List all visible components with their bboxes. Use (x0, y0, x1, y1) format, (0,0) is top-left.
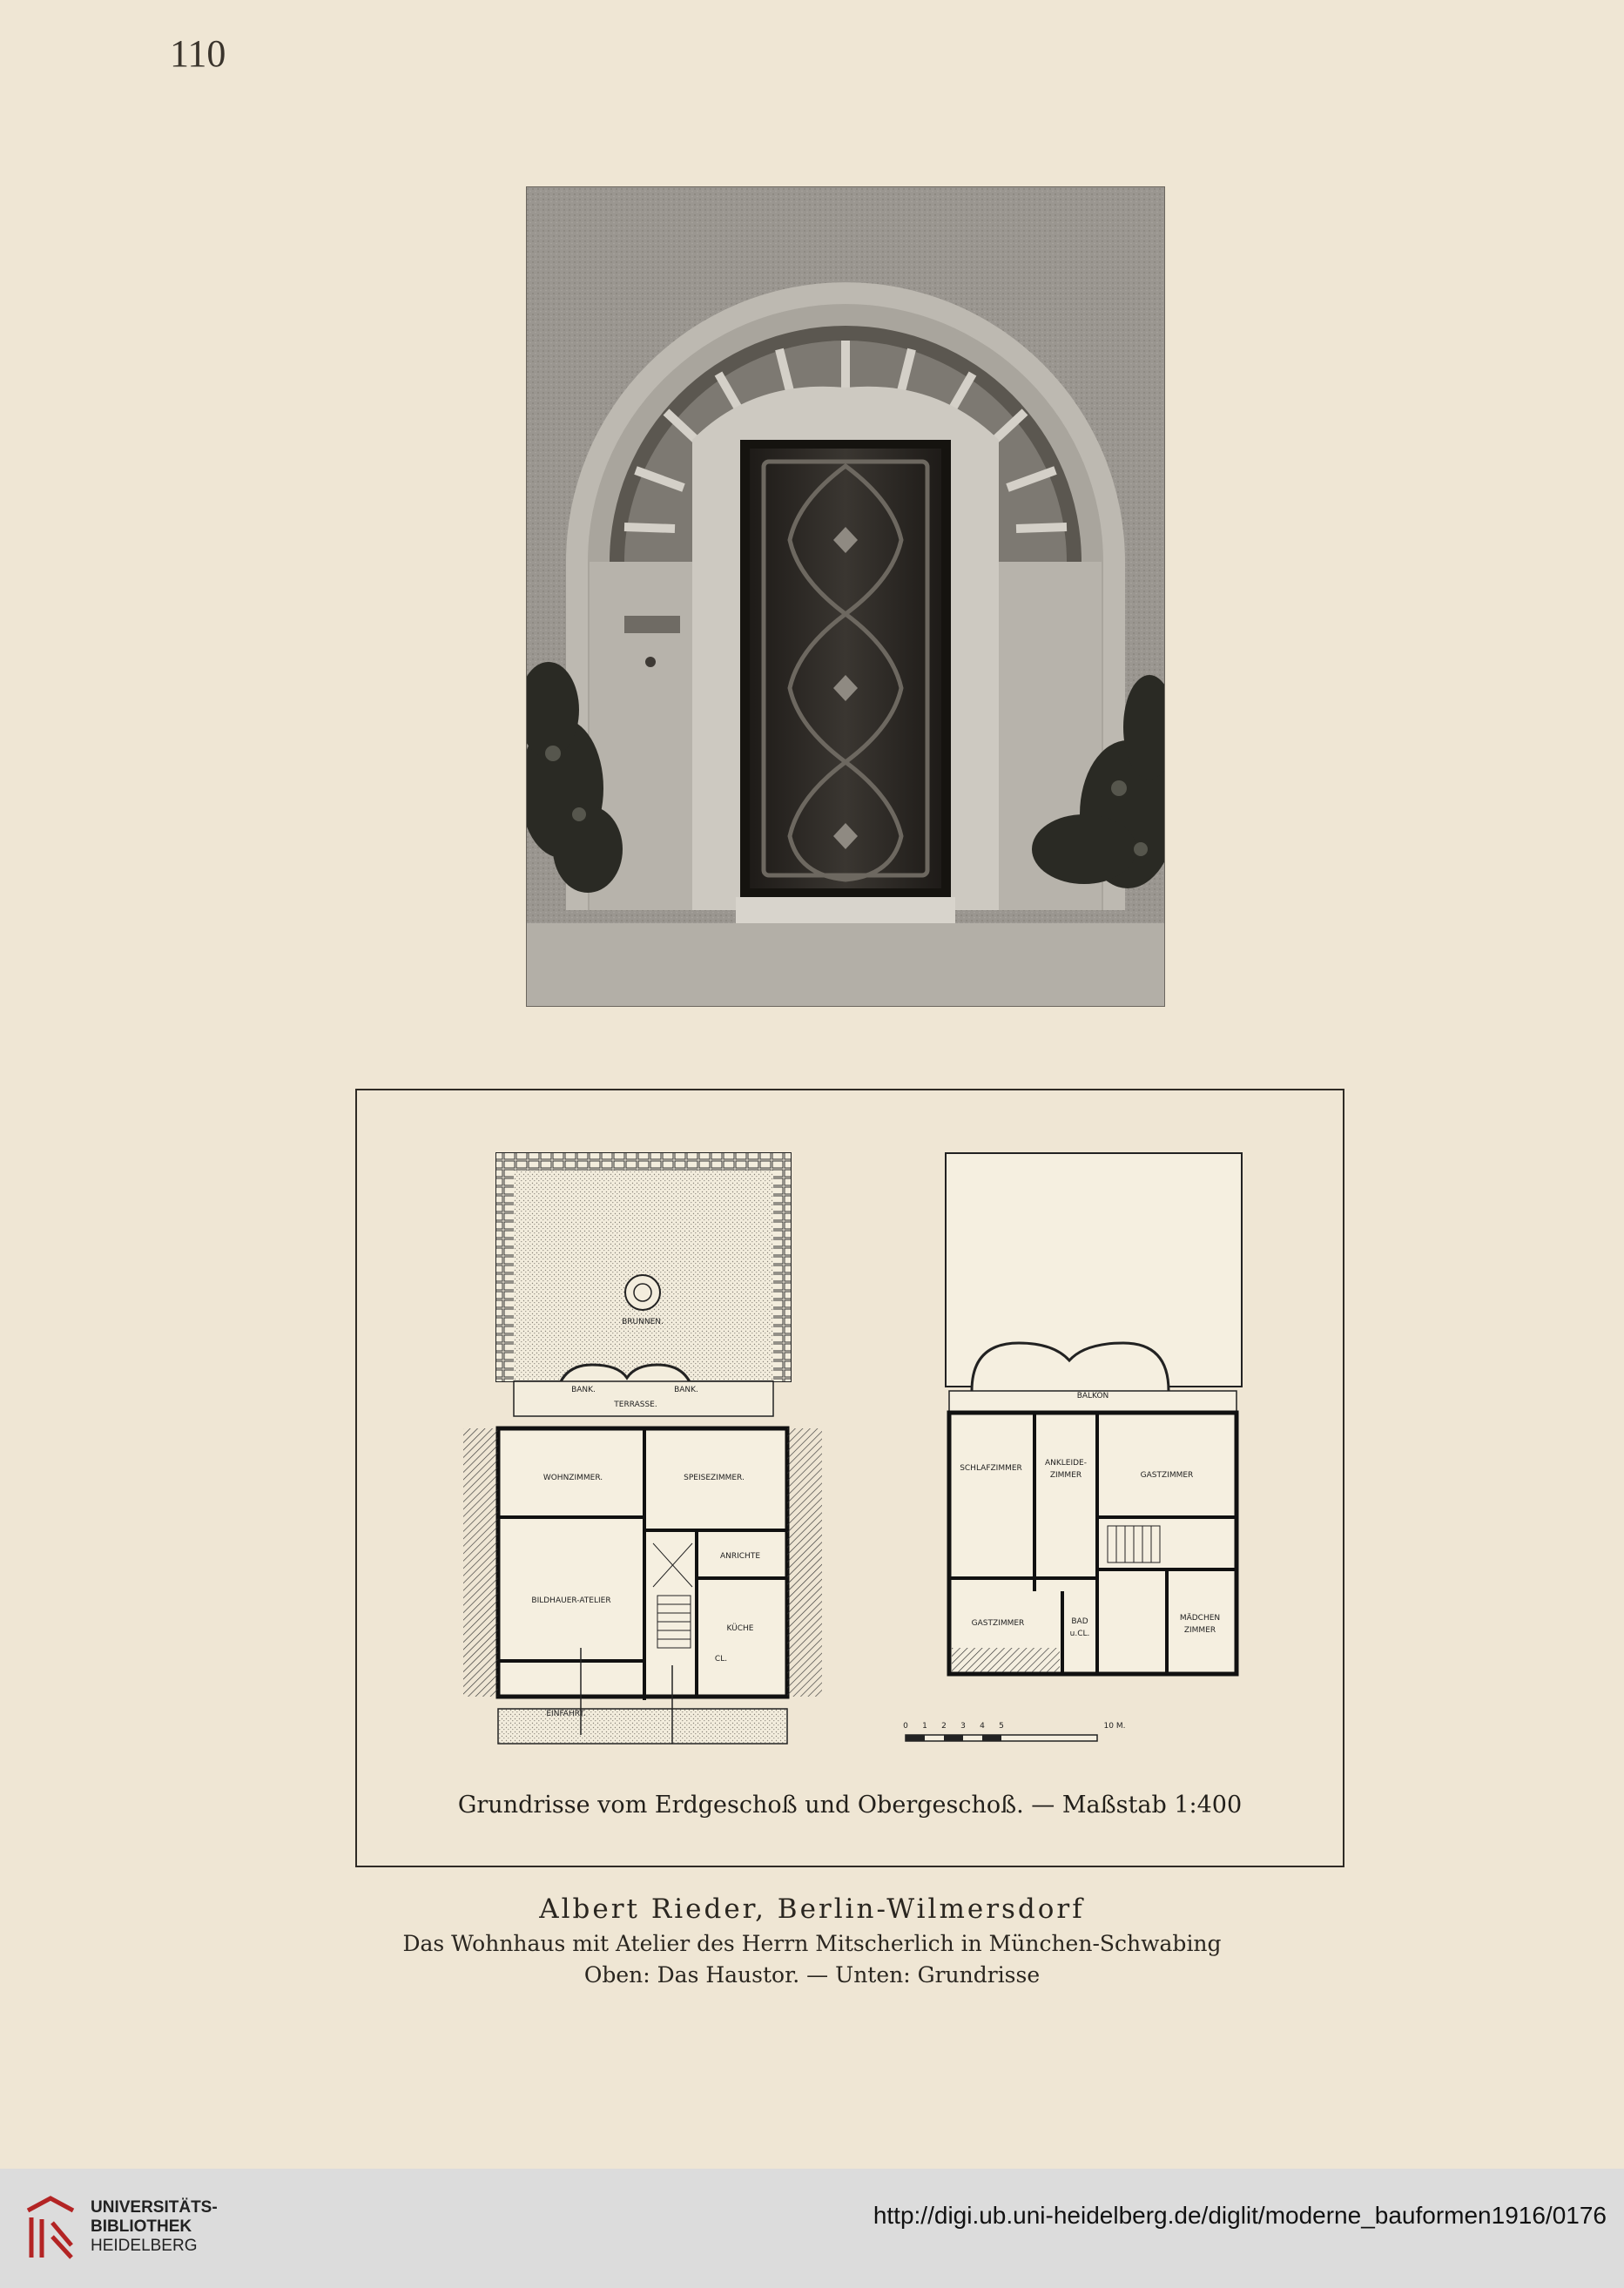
label-guest-room-1: GASTZIMMER (1140, 1471, 1194, 1480)
floor-plans-drawing (357, 1090, 1346, 1869)
scale-end-label: 10 M. (1103, 1722, 1126, 1731)
label-studio: BILDHAUER-ATELIER (531, 1596, 611, 1605)
label-terrace: TERRASSE. (614, 1400, 657, 1409)
label-kitchen: KÜCHE (726, 1624, 754, 1633)
label-entrance: EINFAHRT. (546, 1710, 586, 1718)
library-logo-text[interactable] (91, 2198, 218, 2256)
floor-plans (355, 1089, 1344, 1867)
credit-subtitle: Oben: Das Haustor. — Unten: Grundrisse (583, 1962, 1041, 1988)
label-pantry: ANRICHTE (719, 1552, 761, 1561)
scale-tick-5: 5 (999, 1722, 1004, 1731)
label-bath-cl: u.CL. (1069, 1630, 1090, 1638)
scale-tick-4: 4 (980, 1722, 985, 1731)
label-bench-right: BANK. (674, 1386, 698, 1394)
label-fountain: BRUNNEN. (622, 1318, 664, 1326)
scale-tick-3: 3 (960, 1722, 966, 1731)
footer-bar (0, 2169, 1624, 2288)
source-url-link[interactable]: http://digi.ub.uni-heidelberg.de/diglit/moderne_bauformen1916/0176 (873, 2202, 1607, 2229)
label-bath: BAD (1071, 1617, 1088, 1626)
label-dressing-room-2: ZIMMER (1049, 1471, 1082, 1480)
scale-tick-1: 1 (922, 1722, 927, 1731)
label-closet: CL. (714, 1655, 728, 1664)
label-maid-room-2: ZIMMER (1183, 1626, 1216, 1635)
credit-title: Das Wohnhaus mit Atelier des Herrn Mitscherlich in München-Schwabing (402, 1931, 1222, 1956)
logo-line-2: BIBLIOTHEK (91, 2217, 192, 2236)
upper-floor-plan (946, 1153, 1242, 1674)
logo-line-3: HEIDELBERG (91, 2237, 198, 2255)
label-guest-room-2: GASTZIMMER (971, 1619, 1025, 1628)
credits (0, 1890, 1624, 1991)
scale-tick-2: 2 (941, 1722, 947, 1731)
label-bench-left: BANK. (571, 1386, 596, 1394)
label-dining-room: SPEISEZIMMER. (684, 1474, 745, 1482)
page-number: 110 (170, 32, 226, 75)
logo-line-1: UNIVERSITÄTS- (91, 2198, 218, 2217)
arched-doorway-photo (527, 187, 1164, 1006)
label-living-room: WOHNZIMMER. (542, 1474, 603, 1482)
label-bedroom: SCHLAFZIMMER (960, 1464, 1022, 1473)
label-maid-room-1: MÄDCHEN (1179, 1614, 1221, 1623)
library-logo-icon[interactable] (19, 2193, 82, 2263)
label-dressing-room-1: ANKLEIDE- (1044, 1459, 1088, 1468)
label-balcony: BALKON (1076, 1392, 1109, 1400)
plans-caption: Grundrisse vom Erdgeschoß und Obergeschoß. — Maßstab 1:400 (457, 1792, 1243, 1819)
doorway-photo (526, 186, 1165, 1007)
ground-floor-plan (463, 1153, 822, 1744)
scale-bar (903, 1722, 1125, 1741)
scale-tick-0: 0 (903, 1722, 908, 1731)
credit-author: Albert Rieder, Berlin-Wilmersdorf (539, 1893, 1085, 1925)
